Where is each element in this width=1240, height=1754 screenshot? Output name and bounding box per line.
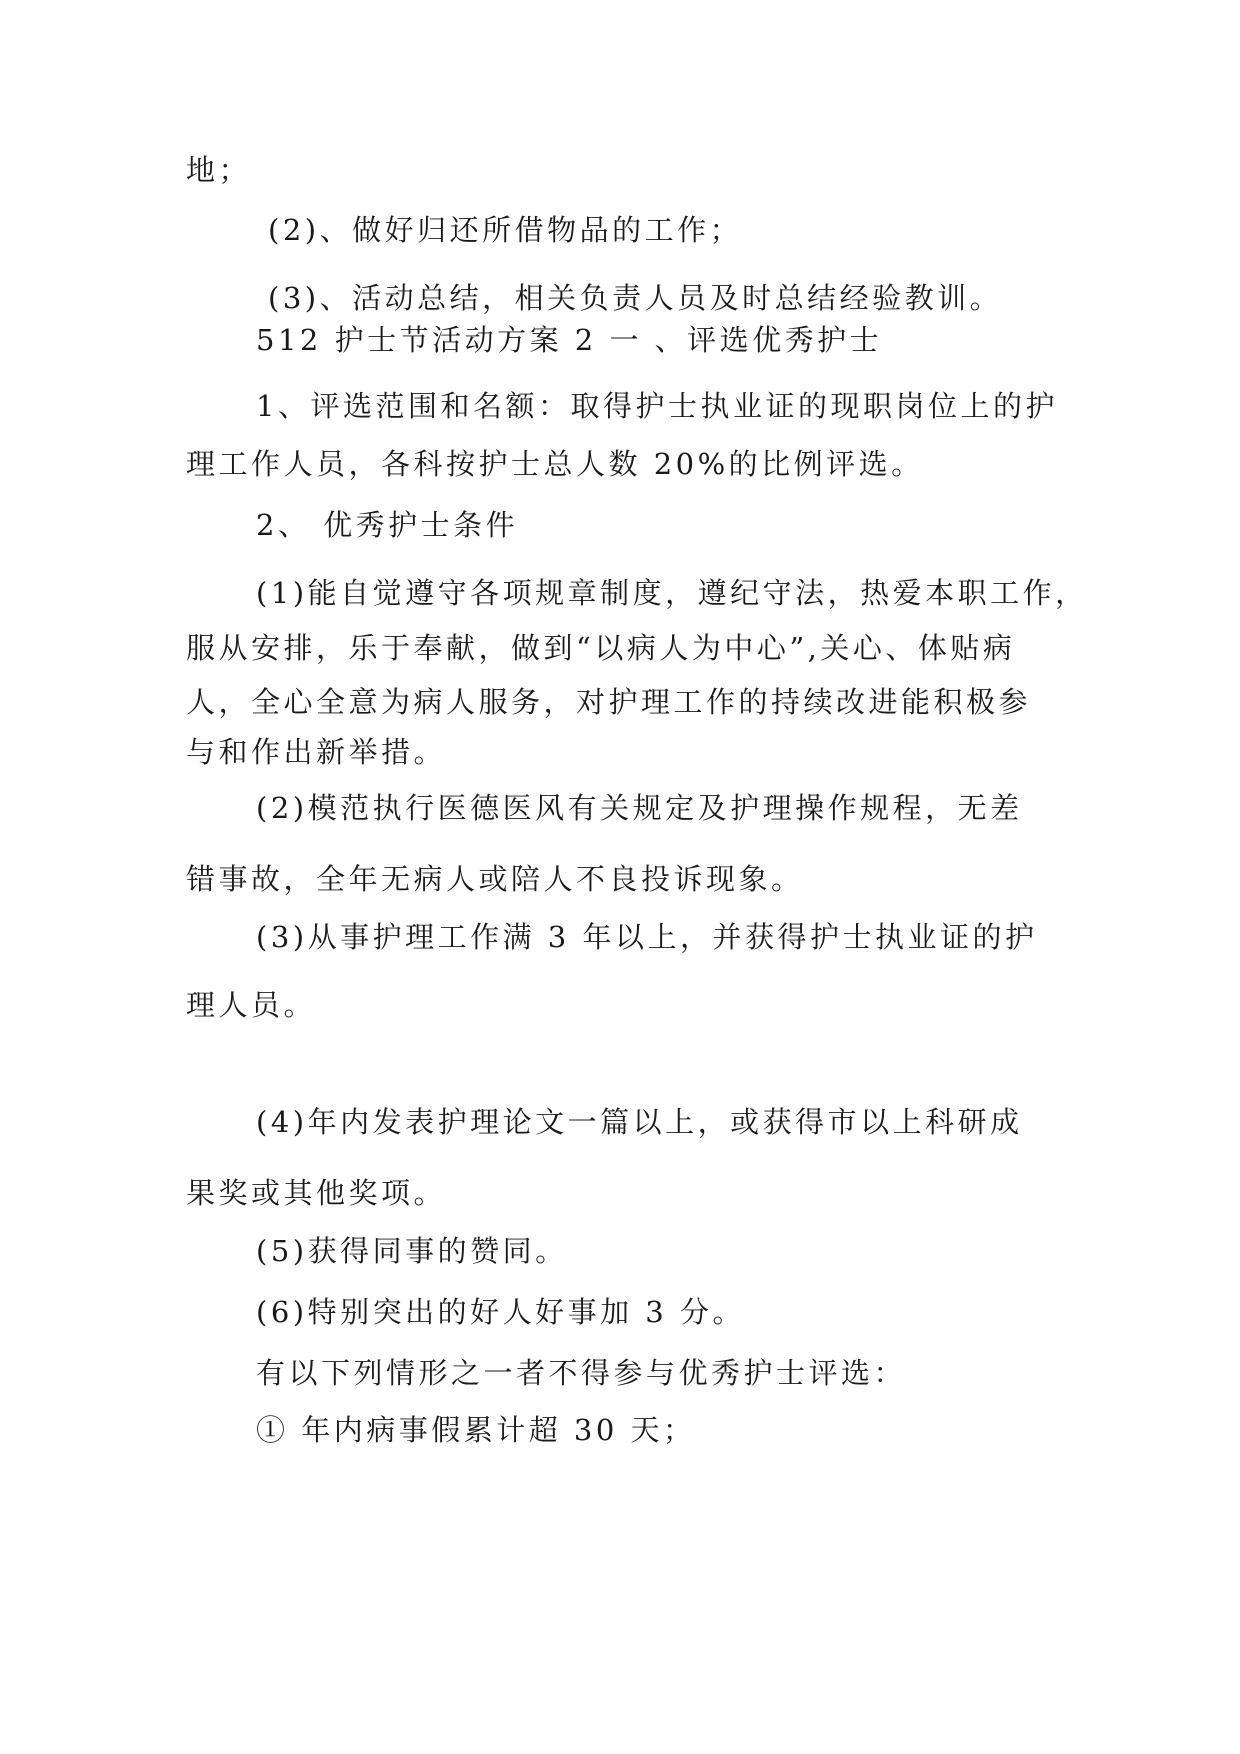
text-line-10: 人，全心全意为病人服务，对护理工作的持续改进能积极参 [186,685,1032,719]
text-line-13: 错事故，全年无病人或陪人不良投诉现象。 [186,862,804,896]
text-line-19: (6)特别突出的好人好事加 3 分。 [256,1295,745,1329]
text-line-2: (2)、做好归还所借物品的工作； [268,213,743,247]
text-line-18: (5)获得同事的赞同。 [256,1234,568,1268]
section-heading: 512 护士节活动方案 2 一 、评选优秀护士 [256,323,883,357]
text-line-11: 与和作出新举措。 [186,735,447,769]
text-line-9: 服从安排，乐于奉献，做到“以病人为中心”,关心、体贴病 [186,631,1016,665]
text-line-16: (4)年内发表护理论文一篇以上，或获得市以上科研成 [256,1105,1023,1139]
text-line-5: 1、评选范围和名额：取得护士执业证的现职岗位上的护 [256,389,1058,423]
text-line-15: 理人员。 [186,988,317,1022]
text-line-1: 地； [186,153,252,187]
text-line-20: 有以下列情形之一者不得参与优秀护士评选： [256,1356,907,1390]
text-line-8: (1)能自觉遵守各项规章制度，遵纪守法，热爱本职工作， [256,576,1088,610]
text-line-14: (3)从事护理工作满 3 年以上，并获得护士执业证的护 [256,920,1038,954]
text-line-21: ① 年内病事假累计超 30 天； [256,1413,696,1447]
text-line-12: (2)模范执行医德医风有关规定及护理操作规程，无差 [256,791,1023,825]
text-line-17: 果奖或其他奖项。 [186,1176,447,1210]
text-line-6: 理工作人员，各科按护士总人数 20%的比例评选。 [186,447,924,481]
text-line-3: (3)、活动总结，相关负责人员及时总结经验教训。 [268,281,1003,315]
subheading-conditions: 2、 优秀护士条件 [256,508,519,542]
